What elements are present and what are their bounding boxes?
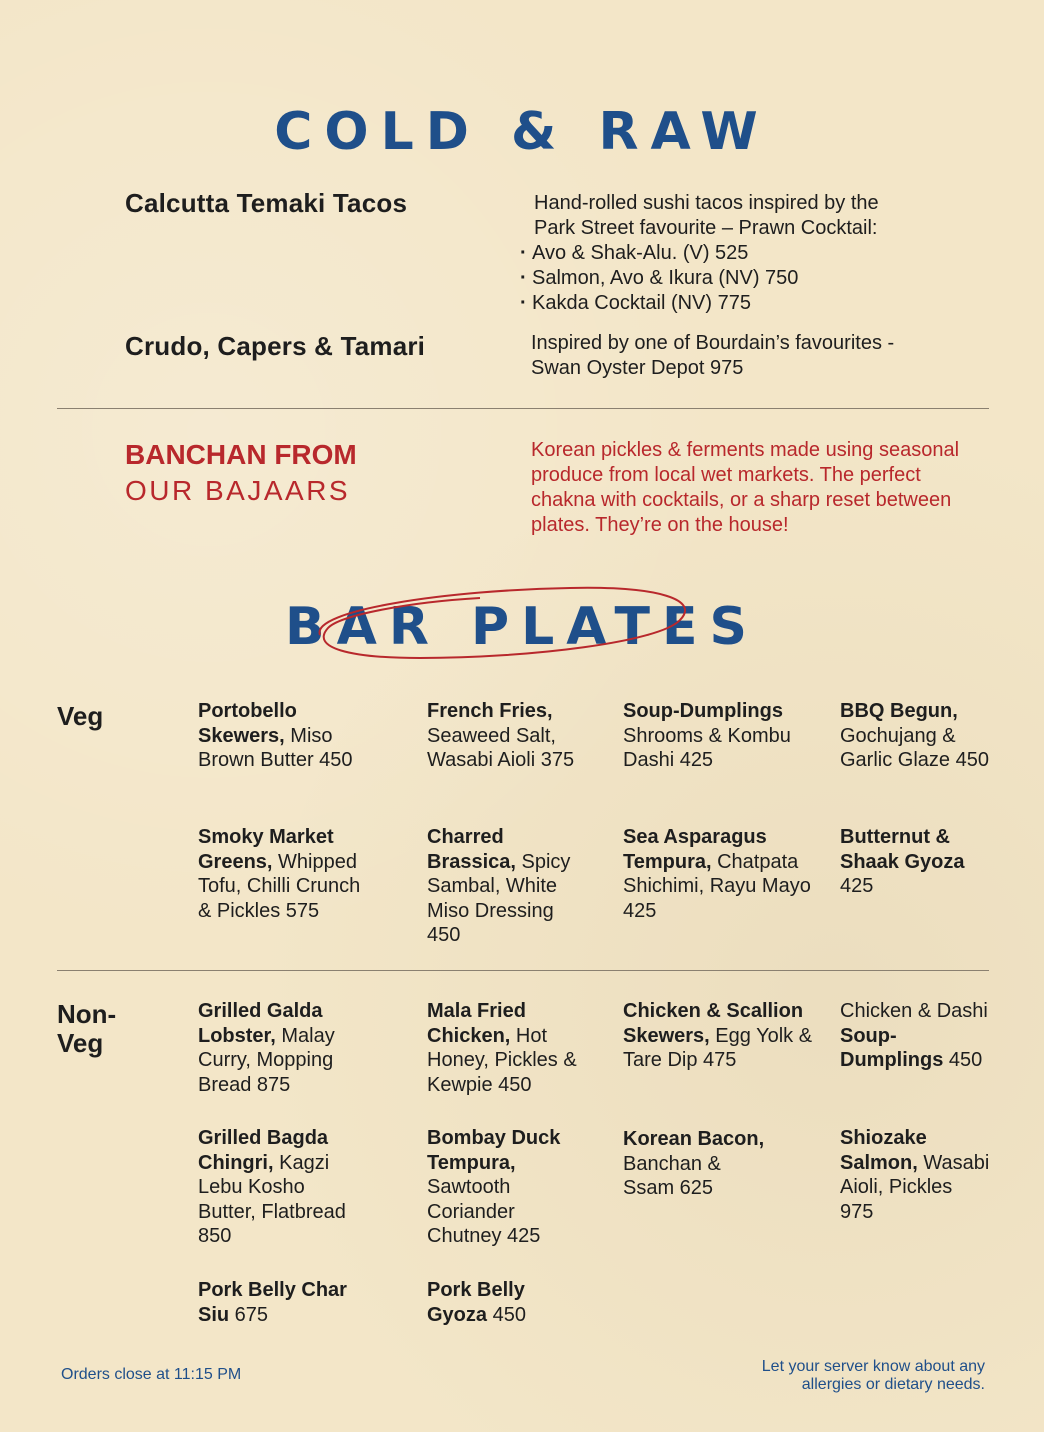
temaki-option: · Avo & Shak-Alu. (V) 525 [532, 241, 954, 266]
bar-plates-title: BAR PLATES [285, 597, 759, 657]
menu-item: Chicken & Scallion Skewers, Egg Yolk & Tare Dip 475 [623, 1000, 813, 1071]
temaki-description: Hand-rolled sushi tacos inspired by the Park Street favourite – Prawn Cocktail: [534, 192, 879, 239]
footer-orders-close: Orders close at 11:15 PM [61, 1366, 242, 1383]
divider [57, 970, 989, 971]
menu-item: Grilled Galda Lobster, Malay Curry, Mopping Bread 875 [198, 1000, 335, 1096]
category-nonveg-label: Non-Veg [57, 999, 117, 1058]
dish-name-temaki: Calcutta Temaki Tacos [125, 188, 408, 218]
category-veg-label: Veg [57, 701, 104, 731]
menu-item: Grilled Bagda Chingri, Kagzi Lebu Kosho Butter, Flatbread 850 [198, 1127, 346, 1247]
cold-raw-title: COLD & RAW [274, 102, 770, 162]
menu-item: Pork Belly Gyoza 450 [427, 1279, 526, 1326]
menu-item: Mala Fried Chicken, Hot Honey, Pickles & Kewpie 450 [427, 1000, 577, 1096]
menu-item: Charred Brassica, Spicy Sambal, White Miso Dressing 450 [427, 826, 571, 946]
menu-item: Soup-Dumplings Shrooms & Kombu Dashi 425 [623, 700, 791, 771]
divider [57, 408, 989, 409]
banchan-title-line2: OUR BAJAARS [125, 475, 351, 506]
menu-item: Sea Asparagus Tempura, Chatpata Shichimi, Rayu Mayo 425 [623, 826, 811, 922]
footer-allergy-note: Let your server know about any allergies or dietary needs. [761, 1358, 985, 1393]
dish-name-crudo: Crudo, Capers & Tamari [125, 331, 426, 361]
hand-drawn-circle-icon [300, 580, 720, 670]
banchan-title [125, 437, 357, 509]
menu-item: Portobello Skewers, Miso Brown Butter 450 [198, 700, 353, 771]
banchan-description: Korean pickles & ferments made using seasonal produce from local wet markets. The perfect chakna with cocktails, or a sharp reset between plates. They’re on the house! [531, 439, 960, 536]
banchan-title-line1: BANCHAN FROM [125, 439, 357, 470]
temaki-option: · Kakda Cocktail (NV) 775 [532, 291, 954, 316]
dish-desc-crudo: Inspired by one of Bourdain’s favourites - Swan Oyster Depot 975 [531, 332, 895, 379]
menu-item: Chicken & Dashi Soup-Dumplings 450 [840, 1000, 988, 1071]
menu-item: Pork Belly Char Siu 675 [198, 1279, 347, 1326]
menu-item: Butternut & Shaak Gyoza 425 [840, 826, 965, 897]
menu-item: Shiozake Salmon, Wasabi Aioli, Pickles 975 [840, 1127, 990, 1223]
temaki-option: · Salmon, Avo & Ikura (NV) 750 [532, 266, 954, 291]
menu-item: BBQ Begun, Gochujang & Garlic Glaze 450 [840, 700, 989, 771]
dish-desc-temaki [534, 191, 954, 316]
temaki-options [532, 241, 954, 316]
menu-item: French Fries, Seaweed Salt, Wasabi Aioli 375 [427, 700, 575, 771]
menu-item: Smoky Market Greens, Whipped Tofu, Chilli Crunch & Pickles 575 [198, 826, 361, 922]
menu-item: Bombay Duck Tempura, Sawtooth Coriander Chutney 425 [427, 1127, 561, 1247]
menu-item: Korean Bacon, Banchan & Ssam 625 [623, 1128, 765, 1199]
